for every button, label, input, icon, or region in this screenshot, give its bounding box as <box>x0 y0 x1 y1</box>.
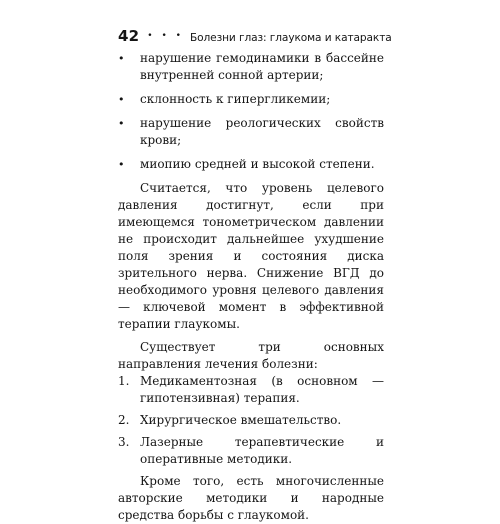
list-item <box>118 115 384 149</box>
list-item <box>118 412 384 429</box>
risk-factor-list <box>118 50 384 173</box>
list-item-text: Хирургическое вмешательство. <box>140 413 342 427</box>
bullet-icon: • <box>118 93 125 106</box>
paragraph-other-methods: Кроме того, есть многочисленные авторские методики и народные средства борьбы с глаукомой. <box>118 474 384 522</box>
list-item <box>118 434 384 468</box>
list-item-text: нарушение реологических свойств крови; <box>140 116 384 147</box>
list-item-text: нарушение гемодинамики в бассейне внутренней сонной артерии; <box>140 51 384 82</box>
list-item-text: Лазерные терапевтические и оперативные методики. <box>140 435 384 466</box>
paragraph-target-pressure: Считается, что уровень целевого давления достигнут, если при имеющемся тонометрическом давлении не происходит дальнейшее ухудшение поля зрения и состояния диска зрительного нерва. Снижение ВГД до необходимого уровня целевого давления — ключевой момент в эффективной терапии глаукомы. <box>118 181 384 331</box>
page-number: 42 <box>118 27 140 45</box>
list-item <box>118 50 384 84</box>
bullet-icon: • <box>118 117 125 130</box>
list-item-text: склонность к гипергликемии; <box>140 92 331 106</box>
bullet-icon: • <box>118 52 125 65</box>
treatment-list <box>118 373 384 468</box>
page-body <box>118 50 384 524</box>
list-item-number: 2. <box>118 413 130 427</box>
list-item-text: миопию средней и высокой степени. <box>140 157 375 171</box>
list-item <box>118 91 384 108</box>
page-header <box>118 27 392 45</box>
list-item <box>118 373 384 407</box>
list-item-number: 3. <box>118 435 130 449</box>
paragraph-treatment-intro: Существует три основных направления лечения болезни: <box>118 340 384 371</box>
list-item-number: 1. <box>118 374 130 388</box>
list-item <box>118 156 384 173</box>
header-separator: • • • <box>147 31 184 41</box>
bullet-icon: • <box>118 158 125 171</box>
running-title: Болезни глаз: глаукома и катаракта <box>189 32 392 44</box>
list-item-text: Медикаментозная (в основном — гипотензивная) терапия. <box>140 374 384 405</box>
